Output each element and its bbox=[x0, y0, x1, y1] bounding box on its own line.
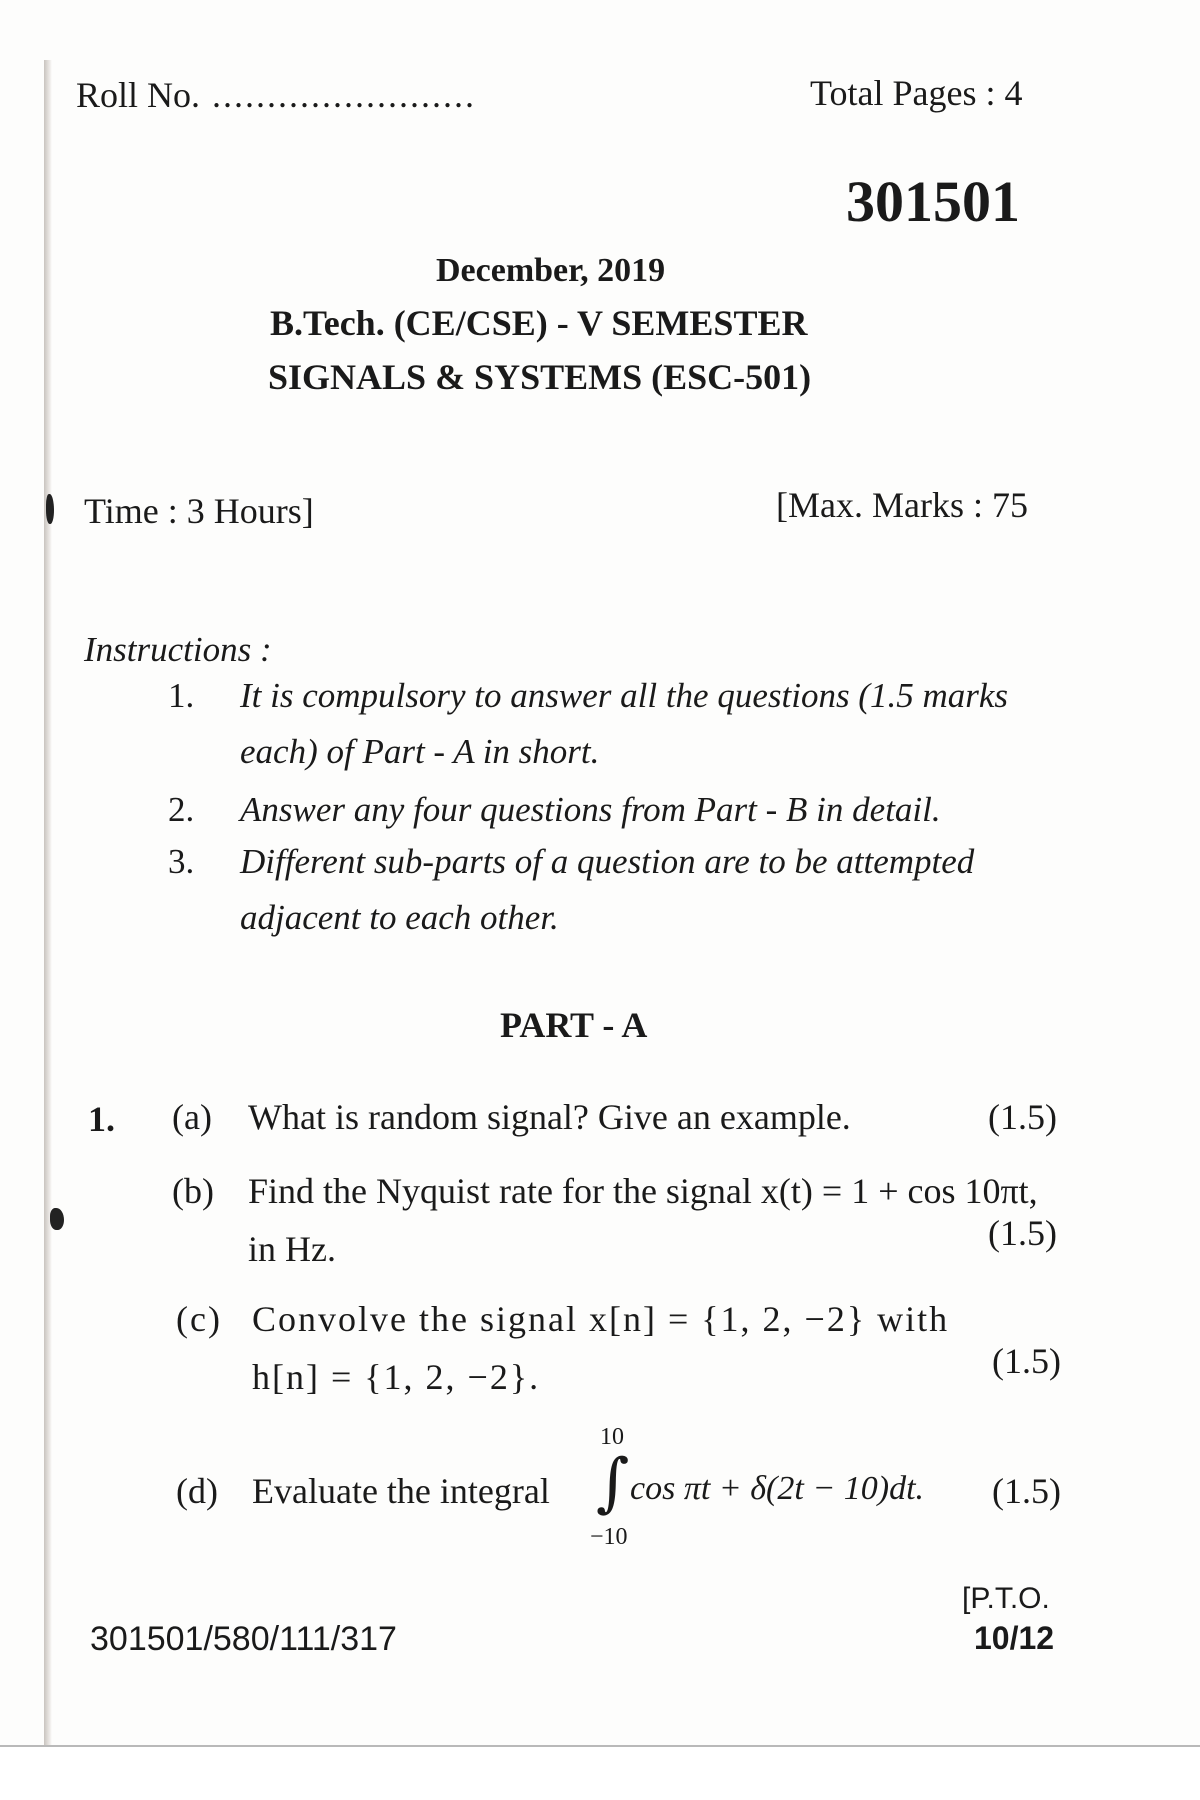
subpart-b bbox=[172, 1162, 1072, 1282]
instruction-text: Answer any four questions from Part - B in detail. bbox=[240, 790, 941, 829]
subpart-a bbox=[172, 1088, 1072, 1148]
instructions-title: Instructions : bbox=[84, 630, 272, 669]
instruction-number: 2. bbox=[168, 790, 195, 829]
subpart-label: (c) bbox=[176, 1299, 222, 1339]
subpart-text: Find the Nyquist rate for the signal x(t) = 1 + cos 10πt, bbox=[248, 1171, 1038, 1211]
integrand: cos πt + δ(2t − 10)dt. bbox=[630, 1470, 925, 1507]
punch-hole-mark bbox=[50, 1208, 64, 1230]
roll-number-line bbox=[76, 74, 476, 116]
footer-paper-code: 301501/580/111/317 bbox=[90, 1620, 397, 1658]
integral-expression bbox=[590, 1424, 936, 1554]
subpart-text-continued: h[n] = {1, 2, −2}. bbox=[252, 1357, 541, 1397]
part-a-heading: PART - A bbox=[500, 1005, 648, 1045]
instruction-text: It is compulsory to answer all the questions (1.5 marks each) of Part - A in short. bbox=[240, 676, 1009, 771]
subpart-label: (d) bbox=[176, 1471, 218, 1511]
binding-edge bbox=[44, 60, 52, 1745]
please-turn-over: [P.T.O. bbox=[962, 1582, 1050, 1615]
subpart-marks: (1.5) bbox=[988, 1097, 1057, 1137]
subpart-marks: (1.5) bbox=[992, 1471, 1061, 1511]
subject-title: SIGNALS & SYSTEMS (ESC-501) bbox=[268, 357, 812, 397]
roll-number-label: Roll No. bbox=[76, 75, 201, 115]
question-number: 1. bbox=[88, 1099, 115, 1139]
subpart-text: Convolve the signal x[n] = {1, 2, −2} with bbox=[252, 1299, 950, 1339]
instruction-item bbox=[168, 668, 1068, 780]
integral-lower-limit: −10 bbox=[590, 1524, 628, 1550]
page-sequence: 10/12 bbox=[974, 1620, 1055, 1656]
subpart-marks: (1.5) bbox=[988, 1213, 1057, 1253]
max-marks: [Max. Marks : 75 bbox=[776, 485, 1028, 525]
exam-date: December, 2019 bbox=[436, 252, 666, 289]
instruction-item bbox=[168, 782, 1068, 838]
punch-hole-mark bbox=[46, 494, 54, 524]
subpart-d bbox=[176, 1424, 1076, 1570]
subpart-text: What is random signal? Give an example. bbox=[248, 1097, 851, 1137]
instruction-number: 1. bbox=[168, 676, 195, 715]
exam-time: Time : 3 Hours] bbox=[84, 491, 314, 531]
paper-code: 301501 bbox=[846, 169, 1020, 234]
integral-sign: ∫ bbox=[596, 1446, 630, 1520]
subpart-text-continued: in Hz. bbox=[248, 1229, 336, 1269]
subpart-label: (b) bbox=[172, 1171, 214, 1211]
subpart-marks: (1.5) bbox=[992, 1341, 1061, 1381]
subpart-label: (a) bbox=[172, 1097, 212, 1137]
instruction-number: 3. bbox=[168, 842, 195, 881]
total-pages: Total Pages : 4 bbox=[810, 73, 1023, 113]
subpart-text: Evaluate the integral bbox=[252, 1471, 550, 1511]
instruction-item bbox=[168, 834, 1068, 946]
course-title: B.Tech. (CE/CSE) - V SEMESTER bbox=[270, 303, 808, 343]
subpart-c bbox=[176, 1290, 1076, 1410]
roll-number-blank: ........................ bbox=[212, 75, 477, 115]
instruction-text: Different sub-parts of a question are to be attempted adjacent to each other. bbox=[240, 842, 975, 937]
integral-upper-limit: 10 bbox=[600, 1424, 624, 1450]
